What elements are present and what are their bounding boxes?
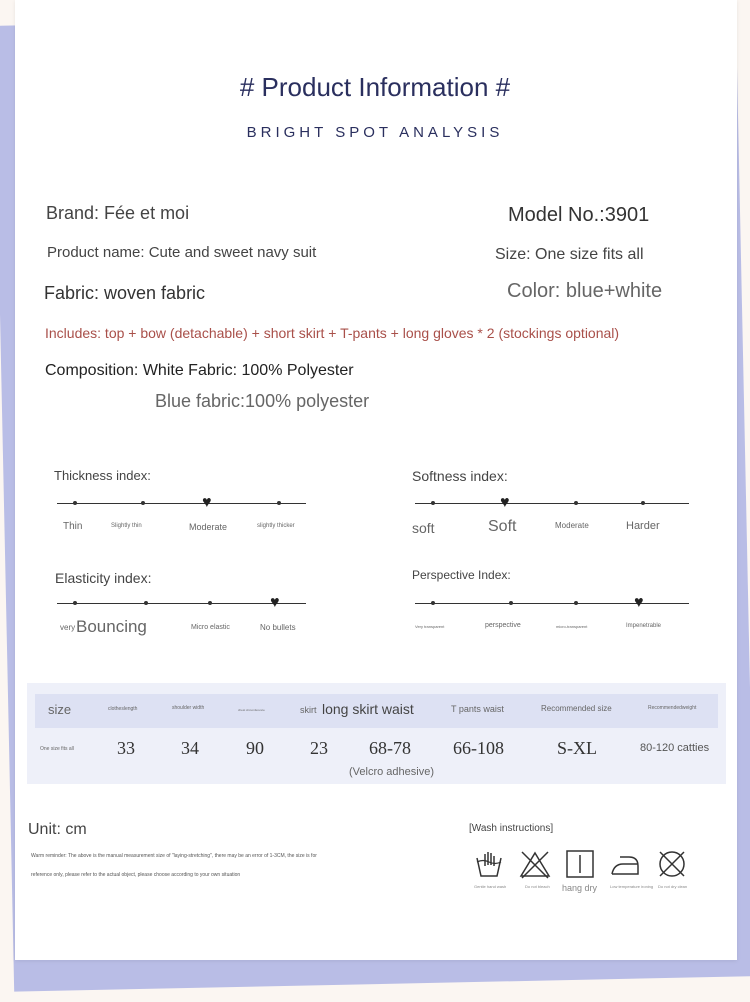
elasticity-tick-label: No bullets [260,623,296,632]
hand-wash-icon [473,848,505,880]
table-header-cell: chest circumference [238,708,265,712]
table-cell: 80-120 catties [640,742,710,754]
softness-dot [641,501,645,505]
elasticity-tick-label: very [60,623,76,632]
softness-dot [431,501,435,505]
fabric-text: Fabric: woven fabric [44,283,206,303]
wash-caption: hang dry [562,883,598,893]
table-cell: 68-78 [369,738,411,758]
wash-caption: Do not bleach [525,884,550,889]
wash-caption: Gentle hand wash [474,884,507,889]
softness-index-label: Softness index: [412,468,508,484]
hang-dry-icon [564,848,596,880]
softness-track [415,503,689,504]
table-cell: S-XL [557,738,597,758]
wash-caption: Do not dry clean [658,884,688,889]
table-header-cell: clotheslength [108,706,138,712]
wash-caption: Low temperature ironing [610,884,654,889]
elasticity-dot [144,601,148,605]
page-title: # Product Information # [239,72,511,102]
thickness-track [57,503,306,504]
perspective-dot [431,601,435,605]
table-cell: 90 [246,738,264,758]
reminder-text: reference only, please refer to the actual object, please choose according to your own situation [31,872,241,878]
includes-text: Includes: top + bow (detachable) + short skirt + T-pants + long gloves * 2 (stockings optional) [45,325,620,341]
perspective-tick-label: Impenetrable [626,623,662,629]
perspective-tick-label: Very transparent [415,624,445,629]
wash-instructions-title: [Wash instructions] [469,823,554,834]
composition-text: Composition: White Fabric: 100% Polyester [45,362,354,379]
product-name-text: Product name: Cute and sweet navy suit [47,244,317,261]
thickness-dot [73,501,77,505]
thickness-tick-label: Slightly thin [111,523,142,529]
perspective-index-label: Perspective Index: [412,568,511,582]
table-header-cell: shoulder width [172,705,205,711]
table-cell: One size fits all [40,746,74,752]
thickness-tick-label: Moderate [189,522,228,532]
table-header-cell: Recommended size [541,704,612,713]
unit-text: Unit: cm [28,821,87,838]
size-text: Size: One size fits all [495,246,644,263]
softness-tick-label: Harder [626,520,660,532]
table-header-cell: Recommendedweight [648,705,697,711]
elasticity-tick-label: Micro elastic [191,624,230,631]
softness-dot [574,501,578,505]
elasticity-dot [208,601,212,605]
softness-tick-label: Soft [488,518,517,535]
table-header-cell: long skirt waist [322,701,414,717]
no-dry-clean-icon [656,848,688,880]
softness-tick-label: Moderate [555,521,589,530]
elasticity-tick-label: Bouncing [76,617,147,636]
softness-tick-label: soft [412,520,435,536]
table-cell: 33 [117,738,135,758]
iron-icon [609,848,641,880]
softness-selected-heart-icon: ♥ [500,494,510,511]
color-text: Color: blue+white [507,280,663,302]
perspective-tick-label: perspective [485,622,521,629]
model-number-text: Model No.:3901 [508,204,650,226]
table-header-cell: T pants waist [451,704,504,714]
perspective-dot [574,601,578,605]
elasticity-track [57,603,306,604]
thickness-tick-label: Thin [63,521,83,532]
elasticity-selected-heart-icon: ♥ [270,594,280,611]
page-subtitle: BRIGHT SPOT ANALYSIS [246,124,504,141]
perspective-selected-heart-icon: ♥ [634,594,644,611]
composition-blue-text: Blue fabric:100% polyester [155,391,370,411]
thickness-dot [277,501,281,505]
perspective-tick-label: micro-transparent [556,624,588,629]
thickness-dot [141,501,145,505]
table-header-cell: size [48,702,72,717]
thickness-selected-heart-icon: ♥ [202,494,212,511]
reminder-text: Warm reminder: The above is the manual measurement size of "laying-stretching", there may be an error of 1-3CM, the size is for [31,853,317,859]
thickness-index-label: Thickness index: [54,468,151,483]
table-cell: 23 [310,738,328,758]
table-note: (Velcro adhesive) [349,766,434,778]
elasticity-index-label: Elasticity index: [55,570,152,586]
no-bleach-icon [519,848,551,880]
thickness-tick-label: slightly thicker [257,523,295,529]
perspective-dot [509,601,513,605]
table-cell: 34 [181,738,199,758]
elasticity-dot [73,601,77,605]
brand-text: Brand: Fée et moi [46,203,190,223]
table-header-cell: skirt [300,705,317,715]
table-cell: 66-108 [453,738,504,758]
perspective-track [415,603,689,604]
